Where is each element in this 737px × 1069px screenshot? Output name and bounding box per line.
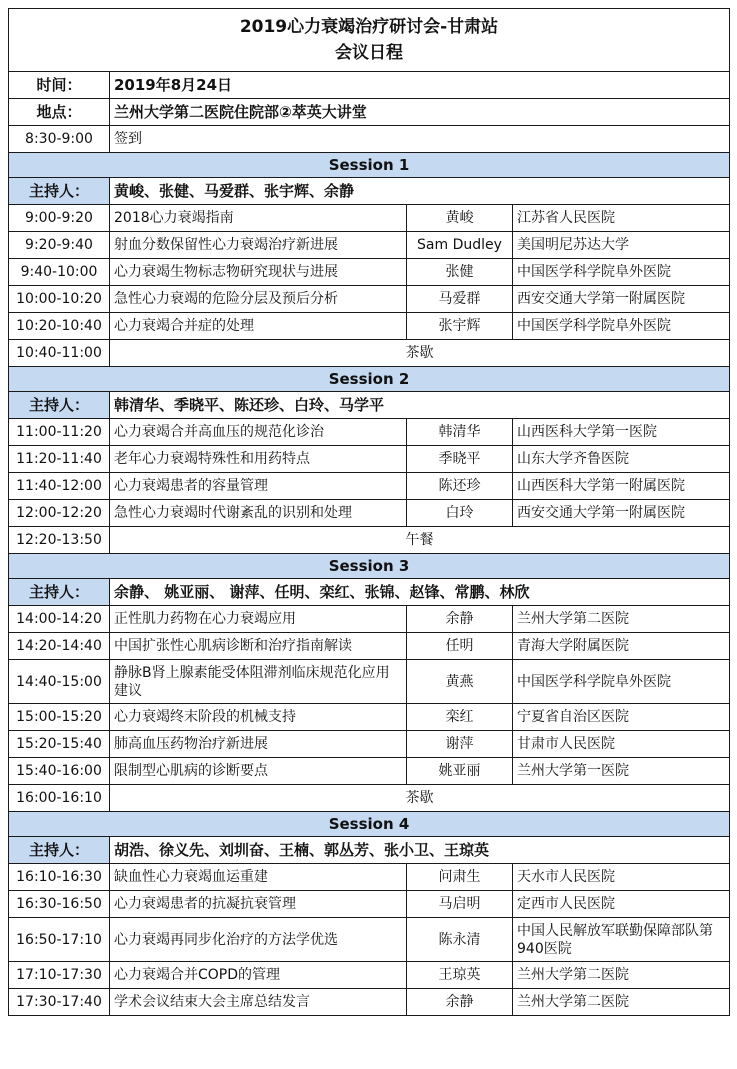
- talk-topic: 正性肌力药物在心力衰竭应用: [110, 606, 407, 633]
- talk-affiliation: 江苏省人民医院: [513, 205, 730, 232]
- talk-row: [9, 419, 730, 446]
- talk-speaker: 陈还珍: [407, 473, 513, 500]
- talk-row: [9, 500, 730, 527]
- talk-row: [9, 918, 730, 962]
- talk-affiliation: 青海大学附属医院: [513, 633, 730, 660]
- talk-row: [9, 758, 730, 785]
- talk-time: 14:20-14:40: [9, 633, 110, 660]
- talk-time: 14:40-15:00: [9, 660, 110, 704]
- talk-speaker: 马启明: [407, 891, 513, 918]
- talk-topic: 急性心力衰竭时代谢紊乱的识别和处理: [110, 500, 407, 527]
- talk-time: 9:00-9:20: [9, 205, 110, 232]
- talk-speaker: Sam Dudley: [407, 232, 513, 259]
- talk-affiliation: 宁夏省自治区医院: [513, 704, 730, 731]
- talk-affiliation: 美国明尼苏达大学: [513, 232, 730, 259]
- host-names: 黄峻、张健、马爱群、张宇辉、余静: [110, 178, 730, 205]
- talk-affiliation: 兰州大学第二医院: [513, 989, 730, 1016]
- title-line-1: 2019心力衰竭治疗研讨会-甘肃站: [239, 17, 499, 37]
- talk-affiliation: 天水市人民医院: [513, 864, 730, 891]
- session-title: Session 4: [9, 812, 730, 837]
- talk-affiliation: 中国人民解放军联勤保障部队第940医院: [513, 918, 730, 962]
- place-label: 地点：: [9, 99, 110, 126]
- talk-row: [9, 446, 730, 473]
- time-label: 时间：: [9, 72, 110, 99]
- session-header-row: [9, 812, 730, 837]
- talk-row: [9, 633, 730, 660]
- host-label: 主持人：: [9, 392, 110, 419]
- talk-row: [9, 891, 730, 918]
- session-title: Session 2: [9, 367, 730, 392]
- break-time: 12:20-13:50: [9, 527, 110, 554]
- checkin-label: 签到: [110, 126, 730, 153]
- talk-row: [9, 473, 730, 500]
- session-title: Session 3: [9, 554, 730, 579]
- talk-time: 10:20-10:40: [9, 313, 110, 340]
- talk-affiliation: 山西医科大学第一医院: [513, 419, 730, 446]
- talk-topic: 急性心力衰竭的危险分层及预后分析: [110, 286, 407, 313]
- host-row: [9, 579, 730, 606]
- talk-time: 11:00-11:20: [9, 419, 110, 446]
- talk-speaker: 谢萍: [407, 731, 513, 758]
- talk-speaker: 姚亚丽: [407, 758, 513, 785]
- talk-row: [9, 962, 730, 989]
- agenda-table: [8, 8, 730, 1016]
- break-row: [9, 340, 730, 367]
- talk-speaker: 张健: [407, 259, 513, 286]
- talk-topic: 缺血性心力衰竭血运重建: [110, 864, 407, 891]
- break-label: 茶歇: [110, 340, 730, 367]
- talk-speaker: 黄峻: [407, 205, 513, 232]
- talk-time: 9:20-9:40: [9, 232, 110, 259]
- talk-affiliation: 兰州大学第一医院: [513, 758, 730, 785]
- session-header-row: [9, 153, 730, 178]
- talk-row: [9, 286, 730, 313]
- session-title: Session 1: [9, 153, 730, 178]
- host-names: 余静、 姚亚丽、 谢萍、任明、栾红、张锦、赵锋、常鹏、林欣: [110, 579, 730, 606]
- talk-topic: 学术会议结束大会主席总结发言: [110, 989, 407, 1016]
- host-row: [9, 178, 730, 205]
- talk-affiliation: 中国医学科学院阜外医院: [513, 259, 730, 286]
- talk-affiliation: 中国医学科学院阜外医院: [513, 313, 730, 340]
- host-row: [9, 392, 730, 419]
- break-row: [9, 785, 730, 812]
- talk-topic: 心力衰竭患者的容量管理: [110, 473, 407, 500]
- talk-row: [9, 313, 730, 340]
- break-label: 茶歇: [110, 785, 730, 812]
- title-line-2: 会议日程: [335, 43, 403, 63]
- host-label: 主持人：: [9, 837, 110, 864]
- talk-speaker: 张宇辉: [407, 313, 513, 340]
- checkin-time: 8:30-9:00: [9, 126, 110, 153]
- talk-speaker: 黄燕: [407, 660, 513, 704]
- talk-speaker: 韩清华: [407, 419, 513, 446]
- talk-speaker: 问肃生: [407, 864, 513, 891]
- break-time: 10:40-11:00: [9, 340, 110, 367]
- talk-affiliation: 甘肃市人民医院: [513, 731, 730, 758]
- talk-row: [9, 205, 730, 232]
- talk-speaker: 余静: [407, 606, 513, 633]
- talk-row: [9, 989, 730, 1016]
- date-row: [9, 72, 730, 99]
- host-names: 胡浩、徐义先、刘圳奋、王楠、郭丛芳、张小卫、王琼英: [110, 837, 730, 864]
- page-title: [9, 9, 730, 72]
- host-names: 韩清华、季晓平、陈还珍、白玲、马学平: [110, 392, 730, 419]
- title-row: [9, 9, 730, 72]
- place-value: 兰州大学第二医院住院部②萃英大讲堂: [110, 99, 730, 126]
- talk-affiliation: 西安交通大学第一附属医院: [513, 500, 730, 527]
- host-label: 主持人：: [9, 579, 110, 606]
- talk-topic: 心力衰竭合并高血压的规范化诊治: [110, 419, 407, 446]
- place-row: [9, 99, 730, 126]
- talk-time: 16:10-16:30: [9, 864, 110, 891]
- talk-time: 10:00-10:20: [9, 286, 110, 313]
- talk-topic: 心力衰竭合并COPD的管理: [110, 962, 407, 989]
- talk-speaker: 任明: [407, 633, 513, 660]
- talk-time: 16:50-17:10: [9, 918, 110, 962]
- talk-speaker: 栾红: [407, 704, 513, 731]
- talk-time: 15:00-15:20: [9, 704, 110, 731]
- talk-time: 16:30-16:50: [9, 891, 110, 918]
- talk-affiliation: 兰州大学第二医院: [513, 962, 730, 989]
- talk-row: [9, 606, 730, 633]
- talk-topic: 射血分数保留性心力衰竭治疗新进展: [110, 232, 407, 259]
- talk-time: 14:00-14:20: [9, 606, 110, 633]
- talk-topic: 心力衰竭再同步化治疗的方法学优选: [110, 918, 407, 962]
- talk-topic: 老年心力衰竭特殊性和用药特点: [110, 446, 407, 473]
- host-label: 主持人：: [9, 178, 110, 205]
- talk-speaker: 陈永清: [407, 918, 513, 962]
- talk-topic: 心力衰竭生物标志物研究现状与进展: [110, 259, 407, 286]
- talk-time: 9:40-10:00: [9, 259, 110, 286]
- talk-topic: 静脉B肾上腺素能受体阻滞剂临床规范化应用建议: [110, 660, 407, 704]
- talk-topic: 2018心力衰竭指南: [110, 205, 407, 232]
- talk-row: [9, 232, 730, 259]
- talk-topic: 心力衰竭终末阶段的机械支持: [110, 704, 407, 731]
- date-value: 2019年8月24日: [110, 72, 730, 99]
- talk-time: 15:40-16:00: [9, 758, 110, 785]
- break-label: 午餐: [110, 527, 730, 554]
- session-header-row: [9, 367, 730, 392]
- talk-time: 11:20-11:40: [9, 446, 110, 473]
- break-time: 16:00-16:10: [9, 785, 110, 812]
- talk-affiliation: 兰州大学第二医院: [513, 606, 730, 633]
- talk-row: [9, 704, 730, 731]
- talk-time: 15:20-15:40: [9, 731, 110, 758]
- talk-speaker: 余静: [407, 989, 513, 1016]
- talk-affiliation: 山西医科大学第一附属医院: [513, 473, 730, 500]
- talk-topic: 中国扩张性心肌病诊断和治疗指南解读: [110, 633, 407, 660]
- host-row: [9, 837, 730, 864]
- talk-topic: 限制型心肌病的诊断要点: [110, 758, 407, 785]
- talk-topic: 心力衰竭患者的抗凝抗衰管理: [110, 891, 407, 918]
- talk-time: 17:30-17:40: [9, 989, 110, 1016]
- talk-topic: 心力衰竭合并症的处理: [110, 313, 407, 340]
- talk-row: [9, 660, 730, 704]
- talk-time: 17:10-17:30: [9, 962, 110, 989]
- checkin-row: [9, 126, 730, 153]
- talk-speaker: 白玲: [407, 500, 513, 527]
- talk-affiliation: 中国医学科学院阜外医院: [513, 660, 730, 704]
- talk-topic: 肺高血压药物治疗新进展: [110, 731, 407, 758]
- talk-row: [9, 731, 730, 758]
- talk-affiliation: 定西市人民医院: [513, 891, 730, 918]
- talk-speaker: 王琼英: [407, 962, 513, 989]
- talk-time: 12:00-12:20: [9, 500, 110, 527]
- talk-row: [9, 259, 730, 286]
- talk-affiliation: 西安交通大学第一附属医院: [513, 286, 730, 313]
- talk-speaker: 季晓平: [407, 446, 513, 473]
- talk-row: [9, 864, 730, 891]
- talk-time: 11:40-12:00: [9, 473, 110, 500]
- break-row: [9, 527, 730, 554]
- session-header-row: [9, 554, 730, 579]
- talk-affiliation: 山东大学齐鲁医院: [513, 446, 730, 473]
- talk-speaker: 马爱群: [407, 286, 513, 313]
